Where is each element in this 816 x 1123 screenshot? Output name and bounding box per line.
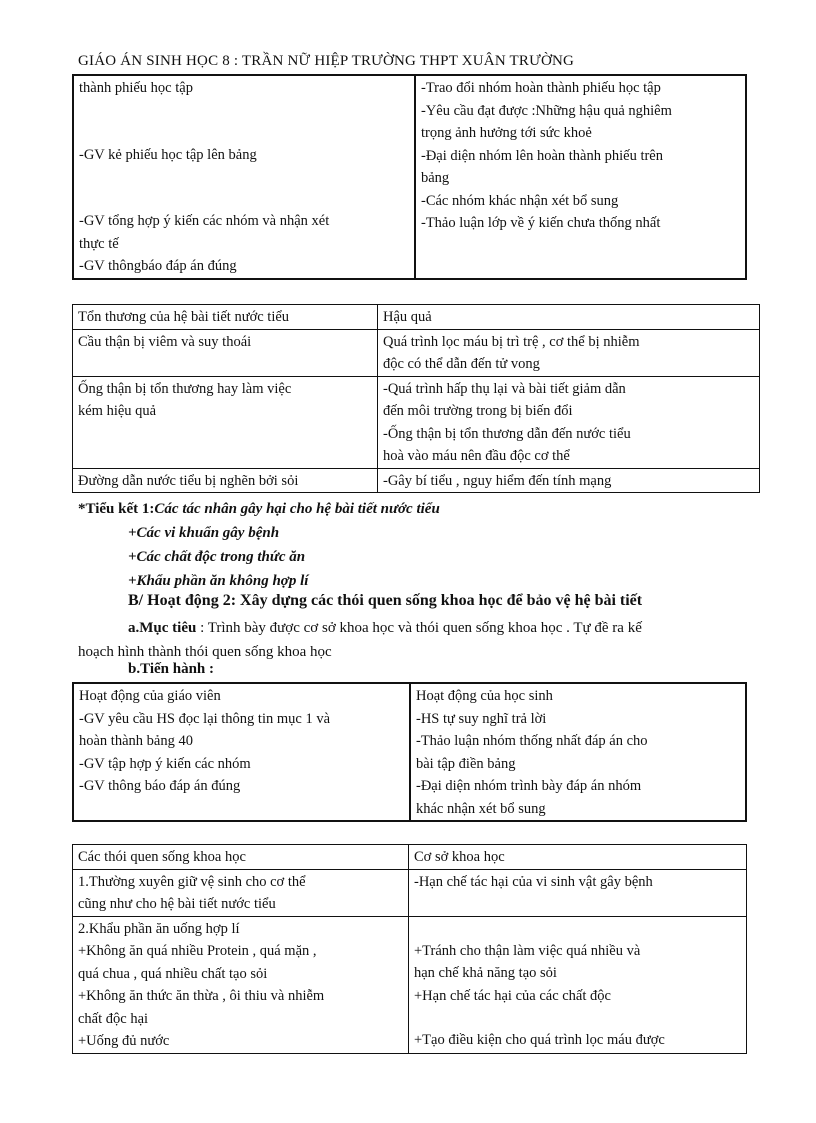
text-line: -Yêu cầu đạt được :Những hậu quả nghiêm [420,102,672,119]
text-line: -GV thông báo đáp án đúng [79,778,241,794]
text-line: thực tế [79,235,119,252]
activity-2-heading: B/ Hoạt động 2: Xây dựng các thói quen sống khoa học để bảo vệ hệ bài tiết [128,592,643,609]
text-line: bảng [420,170,450,186]
text-line: -GV yêu cầu HS đọc lại thông tin mục 1 và [79,710,331,727]
activity-table-1 [72,74,747,280]
table-cell: +Uống đủ nước [78,1033,170,1049]
table-header-cell: Hậu quả [378,305,760,330]
damage-consequence-table [72,304,760,493]
student-column [415,75,746,279]
text-line: Hoạt động của học sinh [416,688,553,704]
table-cell: -Gây bí tiểu , nguy hiểm đến tính mạng [383,472,612,489]
summary-item: +Các vi khuẩn gây bệnh [128,525,280,541]
table-cell: 2.Khẩu phần ăn uống hợp lí [78,920,240,937]
table-row [73,869,747,916]
text-line: -GV tổng hợp ý kiến các nhóm và nhận xét [79,213,330,229]
habits-table [72,844,747,1054]
text-line: -Các nhóm khác nhận xét bổ sung [420,192,619,209]
summary-text: Các tác nhân gây hại cho hệ bài tiết nước tiểu [154,501,440,517]
table-header-cell: Cơ sở khoa học [409,845,747,870]
table-cell: hạn chế khả năng tạo sỏi [414,965,557,981]
goal-text: : Trình bày được cơ sở khoa học và thói quen sống khoa học . Tự đề ra kế [196,620,642,636]
table-row [73,916,747,1053]
table-cell: Quá trình lọc máu bị trì trệ , cơ thể bị nhiễm [383,333,640,350]
text-line: -Thảo luận lớp về ý kiến chưa thống nhất [420,215,661,231]
table-cell: cũng như cho hệ bài tiết nước tiểu [78,896,276,912]
text-line: -GV kẻ phiếu học tập lên bảng [79,146,257,163]
text-line: bài tập điền bảng [416,755,516,772]
table-cell: kém hiệu quả [78,403,157,419]
teacher-column [73,75,415,279]
table-cell: đến môi trường trong bị biến đổi [383,403,573,419]
text-line: thành phiếu học tập [79,80,193,96]
table-cell: -Hạn chế tác hại của vi sinh vật gây bệnh [414,873,653,890]
text-line: -HS tự suy nghĩ trả lời [416,710,547,727]
table-header-cell: Tổn thương của hệ bài tiết nước tiểu [73,305,378,330]
summary-item: +Khẩu phần ăn không hợp lí [128,573,309,589]
table-cell: độc có thể dẫn đến tử vong [383,356,540,372]
table-cell: 1.Thường xuyên giữ vệ sinh cho cơ thể [78,873,306,890]
student-column [410,683,746,821]
table-cell: Đường dẫn nước tiểu bị nghẽn bởi sỏi [78,472,299,489]
text-line: khác nhận xét bổ sung [416,800,546,817]
table-cell: +Tạo điều kiện cho quá trình lọc máu được [414,1032,665,1048]
text-line: -Đại diện nhóm trình bày đáp án nhóm [416,778,642,794]
text-line: hoàn thành bảng 40 [79,733,193,749]
goal-label: a.Mục tiêu [128,620,197,636]
goal-paragraph [78,616,768,664]
table-row [73,329,760,376]
table-header-cell: Các thói quen sống khoa học [73,845,409,870]
text-line: -GV tập hợp ý kiến các nhóm [79,755,251,772]
table-cell: Ống thận bị tổn thương hay làm việc [78,380,292,397]
table-cell: quá chua , quá nhiều chất tạo sỏi [78,965,268,982]
text-line: trọng ảnh hưởng tới sức khoẻ [420,125,592,141]
text-line: -Đại diện nhóm lên hoàn thành phiếu trên [420,147,663,164]
goal-text: hoạch hình thành thói quen sống khoa học [78,644,332,660]
table-cell: hoà vào máu nên đầu độc cơ thể [383,448,570,464]
text-line: -Trao đổi nhóm hoàn thành phiếu học tập [420,80,661,96]
text-line: -Thảo luận nhóm thống nhất đáp án cho [416,733,648,749]
table-cell: -Quá trình hấp thụ lại và bài tiết giảm dẫn [383,380,626,397]
table-row [73,468,760,493]
text-line: Hoạt động của giáo viên [79,688,221,704]
table-cell: +Không ăn thức ăn thừa , ôi thiu và nhiễm [78,988,325,1004]
table-cell: -Ống thận bị tổn thương dẫn đến nước tiểu [383,425,631,442]
teacher-column [73,683,410,821]
page-header: GIÁO ÁN SINH HỌC 8 : TRẦN NỮ HIỆP TRƯỜNG THPT XUÂN TRƯỜNG [78,53,575,69]
text-line: -GV thôngbáo đáp án đúng [79,258,237,274]
process-heading: b.Tiến hành : [128,661,215,677]
summary-lead: *Tiểu kết 1: [78,501,155,517]
table-cell: +Không ăn quá nhiều Protein , quá mặn , [78,943,317,959]
table-cell: Cầu thận bị viêm và suy thoái [78,333,252,350]
summary-item: +Các chất độc trong thức ăn [128,549,306,565]
table-row [73,376,760,468]
summary-block [78,497,440,593]
table-cell: chất độc hại [78,1010,149,1027]
activity-table-2 [72,682,747,822]
table-cell: +Tránh cho thận làm việc quá nhiều và [414,942,641,959]
table-cell: +Hạn chế tác hại của các chất độc [414,987,611,1004]
